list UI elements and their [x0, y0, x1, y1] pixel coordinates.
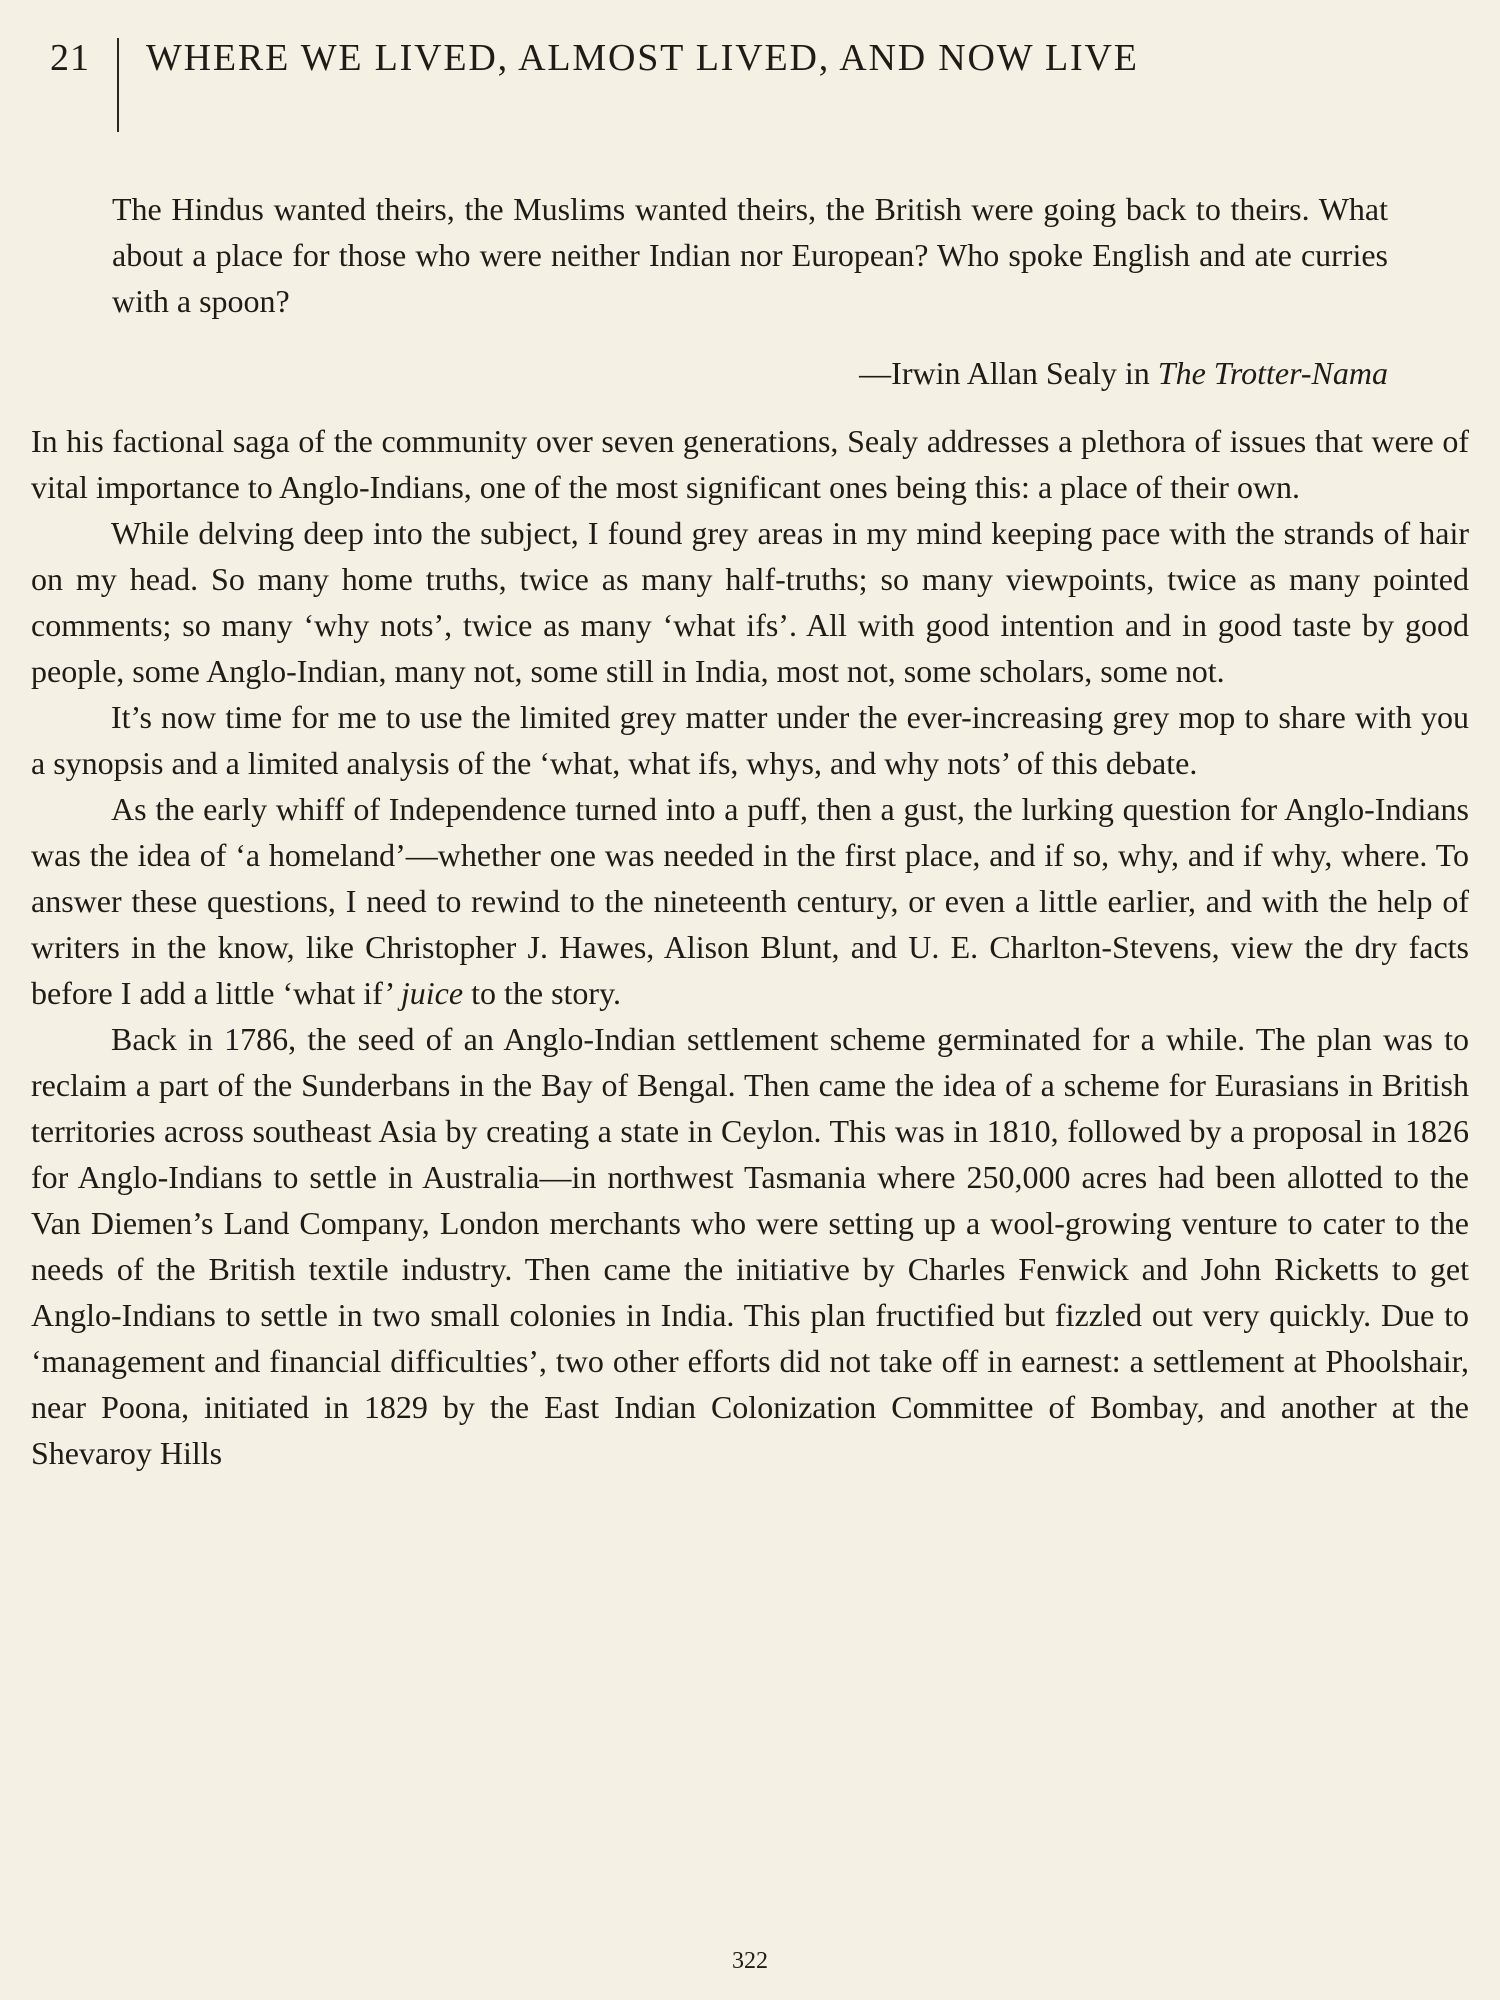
paragraph-5: Back in 1786, the seed of an Anglo-Indian settlement scheme germinated for a while. The plan was to reclaim a part of the Sunderbans in the Bay of Bengal. Then came the idea of a scheme for Eurasians in British territories across southeast Asia by creating a state in Ceylon. This was in 1810, followed by a proposal in 1826 for Anglo-Indians to settle in Australia—in northwest Tasmania where 250,000 acres had been allotted to the Van Diemen’s Land Company, London merchants who were setting up a wool-growing venture to cater to the needs of the British textile industry. Then came the initiative by Charles Fenwick and John Ricketts to get Anglo-Indians to settle in two small colonies in India. This plan fructified but fizzled out very quickly. Due to ‘management and financial difficulties’, two other efforts did not take off in earnest: a settlement at Phoolshair, near Poona, initiated in 1829 by the East Indian Colonization Committee of Bombay, and another at the Shevaroy Hills	[31, 1021, 1469, 1471]
attribution-work-title: The Trotter-Nama	[1157, 355, 1388, 391]
epigraph-attribution	[859, 350, 1388, 396]
header-divider	[117, 38, 119, 132]
page-number: 322	[732, 1948, 768, 1974]
paragraph-2: While delving deep into the subject, I found grey areas in my mind keeping pace with the strands of hair on my head. So many home truths, twice as many half-truths; so many viewpoints, twice as many pointed comments; so many ‘why nots’, twice as many ‘what ifs’. All with good intention and in good taste by good people, some Anglo-Indian, many not, some still in India, most not, some scholars, some not.	[31, 515, 1469, 689]
paragraph-4-text: As the early whiff of Independence turned into a puff, then a gust, the lurking question for Anglo-Indians was the idea of ‘a homeland’—whether one was needed in the first place, and if so, why, and if why, where. To answer these questions, I need to rewind to the nineteenth century, or even a little earlier, and with the help of writers in the know, like Christopher J. Hawes, Alison Blunt, and U. E. Charlton-Stevens, view the dry facts before I add a little ‘what if’	[31, 791, 1469, 1011]
chapter-title: WHERE WE LIVED, ALMOST LIVED, AND NOW LIVE	[146, 37, 1139, 79]
paragraph-4-end: to the story.	[463, 975, 621, 1011]
chapter-number: 21	[50, 37, 90, 79]
paragraph-4	[31, 786, 1469, 1016]
body-text	[31, 418, 1469, 1476]
paragraph-1: In his factional saga of the community over seven generations, Sealy addresses a plethora of issues that were of vital importance to Anglo-Indians, one of the most significant ones being this: a place of their own.	[31, 423, 1469, 505]
paragraph-4-emphasis: juice	[400, 975, 464, 1011]
epigraph	[112, 186, 1388, 324]
paragraph-3: It’s now time for me to use the limited grey matter under the ever-increasing grey mop to share with you a synopsis and a limited analysis of the ‘what, what ifs, whys, and why nots’ of this debate.	[31, 699, 1469, 781]
attribution-author: —Irwin Allan Sealy in	[859, 355, 1158, 391]
epigraph-quote: The Hindus wanted theirs, the Muslims wanted theirs, the British were going back to theirs. What about a place for those who were neither Indian nor European? Who spoke English and ate curries with a spoon?	[112, 191, 1388, 319]
running-header	[40, 36, 1460, 136]
